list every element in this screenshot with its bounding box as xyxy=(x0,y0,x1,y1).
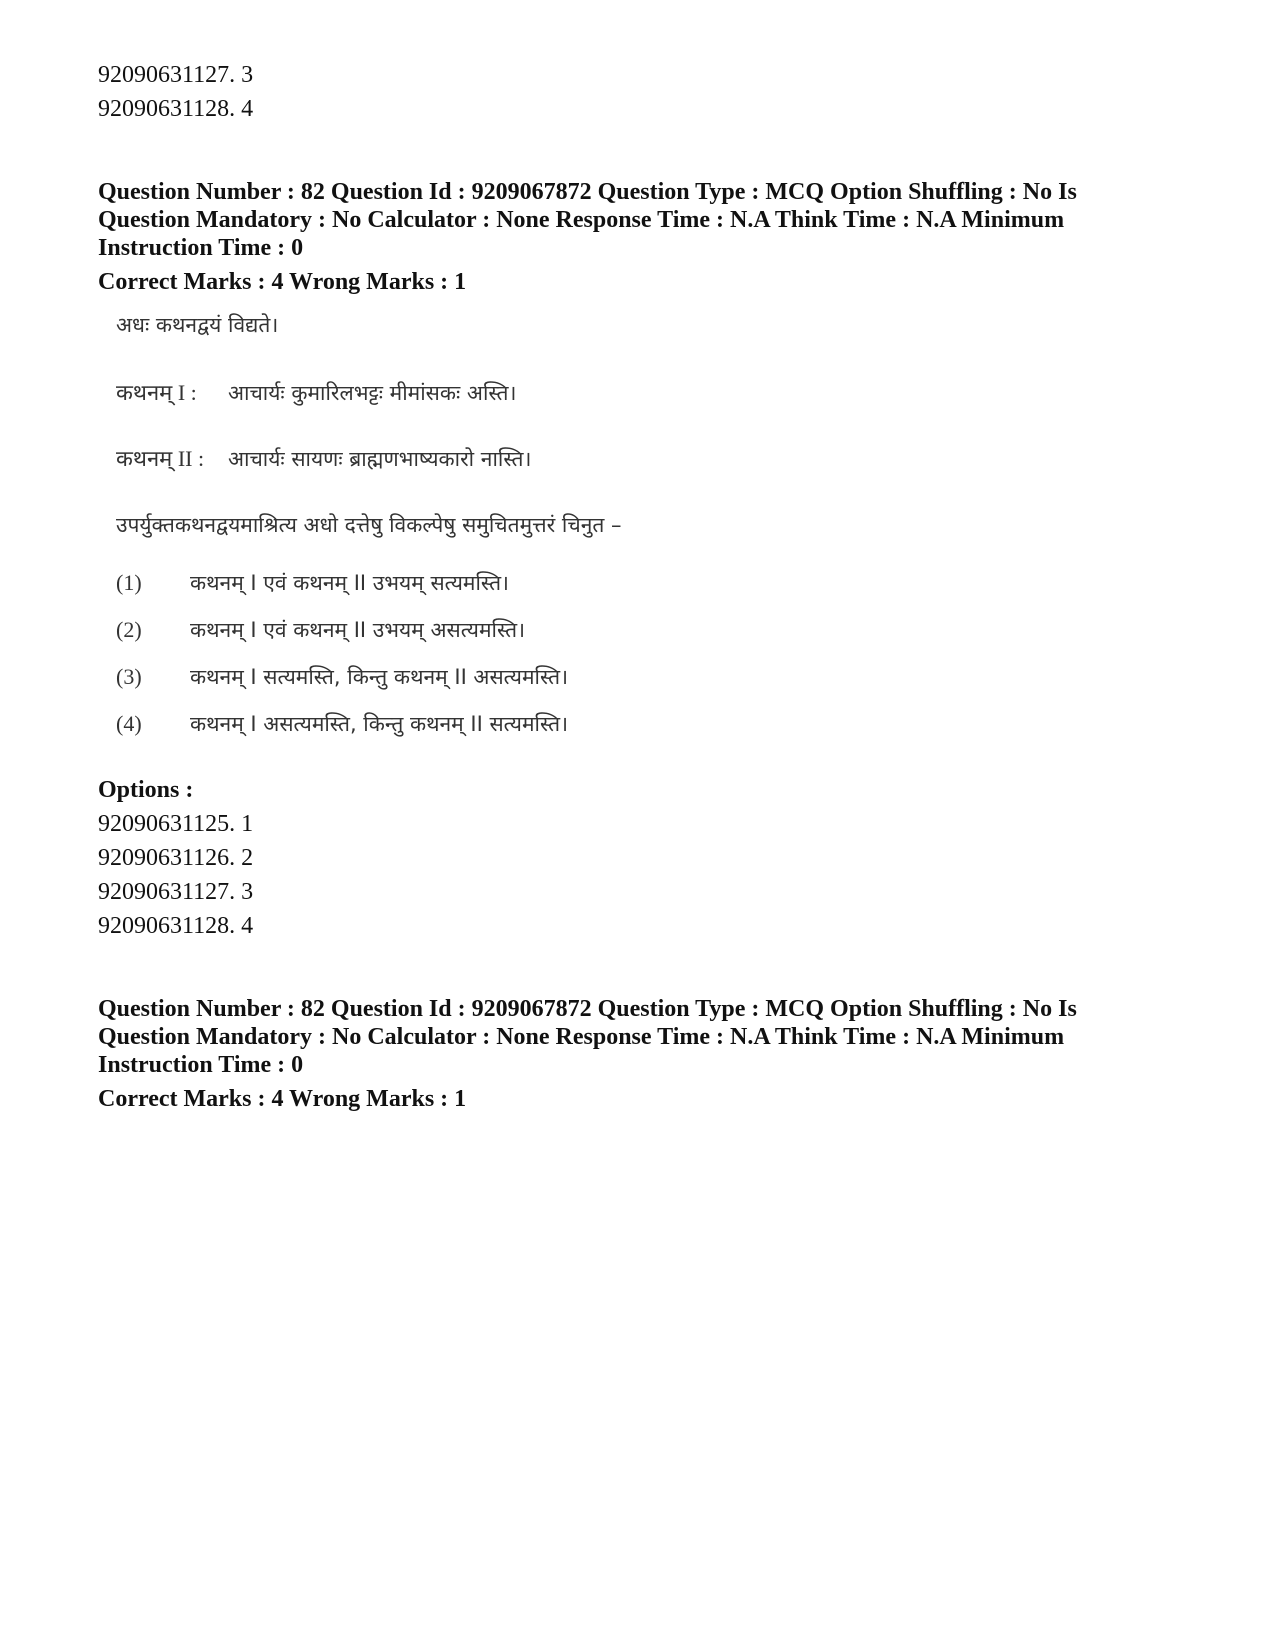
statement-row xyxy=(116,444,1178,474)
choice-row xyxy=(116,662,1178,692)
question-meta-line: Question Mandatory : No Calculator : None Response Time : N.A Think Time : N.A Minimum xyxy=(98,207,1065,233)
top-options-list xyxy=(98,58,1178,126)
choice-number: (1) xyxy=(116,570,142,595)
statement-text: आचार्यः कुमारिलभट्टः मीमांसकः अस्ति। xyxy=(228,381,517,405)
option-id: 92090631128. xyxy=(98,96,236,122)
statement-label: कथनम् I : xyxy=(116,380,197,405)
question-instruction: उपर्युक्तकथनद्वयमाश्रित्य अधो दत्तेषु विकल्पेषु समुचितमुत्तरं चिनुत – xyxy=(116,513,622,537)
choice-text: कथनम् I एवं कथनम् II उभयम् असत्यमस्ति। xyxy=(190,618,526,642)
option-value: 4 xyxy=(241,913,254,939)
question-meta-line: Question Number : 82 Question Id : 9209067872 Question Type : MCQ Option Shuffling : No Is xyxy=(98,179,1077,205)
option-value: 4 xyxy=(241,96,254,122)
question-intro: अधः कथनद्वयं विद्यते। xyxy=(116,313,279,337)
choice-row xyxy=(116,615,1178,645)
option-row xyxy=(98,92,1178,126)
option-row xyxy=(98,58,1178,92)
question-marks: Correct Marks : 4 Wrong Marks : 1 xyxy=(98,1086,467,1112)
question-block-2 xyxy=(98,995,1178,1113)
choice-number: (3) xyxy=(116,664,142,689)
statement-label: कथनम् II : xyxy=(116,446,205,471)
question-meta-line: Question Mandatory : No Calculator : None Response Time : N.A Think Time : N.A Minimum xyxy=(98,1024,1065,1050)
statement-row xyxy=(116,378,1178,408)
options-list xyxy=(98,807,1178,943)
question-meta-line: Instruction Time : 0 xyxy=(98,235,304,261)
option-row xyxy=(98,875,1178,909)
document-page xyxy=(98,58,1178,1113)
choice-row xyxy=(116,568,1178,598)
option-row xyxy=(98,909,1178,943)
option-value: 1 xyxy=(241,811,254,837)
option-value: 3 xyxy=(241,879,254,905)
option-row xyxy=(98,807,1178,841)
option-id: 92090631128. xyxy=(98,913,236,939)
option-id: 92090631127. xyxy=(98,62,236,88)
option-row xyxy=(98,841,1178,875)
question-block-1 xyxy=(98,178,1178,943)
choice-text: कथनम् I एवं कथनम् II उभयम् सत्यमस्ति। xyxy=(190,571,510,595)
choice-row xyxy=(116,709,1178,739)
option-id: 92090631126. xyxy=(98,845,236,871)
option-value: 2 xyxy=(241,845,254,871)
choice-text: कथनम् I असत्यमस्ति, किन्तु कथनम् II सत्यमस्ति। xyxy=(190,712,569,736)
choice-number: (4) xyxy=(116,711,142,736)
question-meta-line: Instruction Time : 0 xyxy=(98,1052,304,1078)
option-id: 92090631125. xyxy=(98,811,236,837)
question-marks: Correct Marks : 4 Wrong Marks : 1 xyxy=(98,269,467,295)
statement-text: आचार्यः सायणः ब्राह्मणभाष्यकारो नास्ति। xyxy=(228,447,532,471)
choice-number: (2) xyxy=(116,617,142,642)
option-id: 92090631127. xyxy=(98,879,236,905)
question-meta-line: Question Number : 82 Question Id : 9209067872 Question Type : MCQ Option Shuffling : No Is xyxy=(98,996,1077,1022)
choice-text: कथनम् I सत्यमस्ति, किन्तु कथनम् II असत्यमस्ति। xyxy=(190,665,569,689)
option-value: 3 xyxy=(241,62,254,88)
options-label: Options : xyxy=(98,777,194,803)
question-body xyxy=(116,310,1178,739)
